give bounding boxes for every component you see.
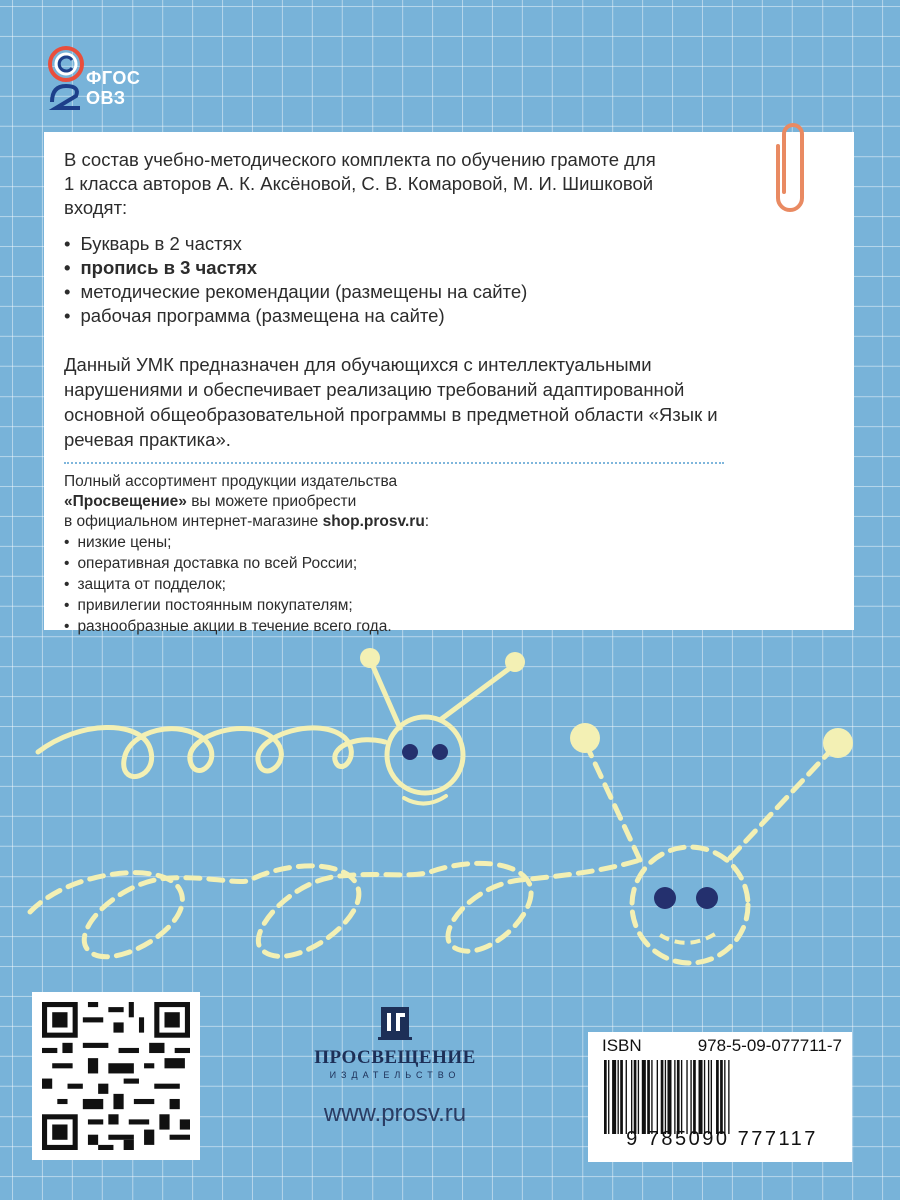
shop-url-link[interactable]: shop.prosv.ru	[322, 513, 425, 530]
publisher-url[interactable]: www.prosv.ru	[323, 1100, 467, 1127]
qr-code-icon	[42, 1002, 190, 1150]
kit-item: • Букварь в 2 частях	[64, 232, 854, 256]
advantage-item: • низкие цены;	[64, 532, 854, 553]
shop-text	[64, 472, 854, 532]
fgos-ovz-logo	[46, 42, 196, 122]
caterpillar-illustration	[0, 640, 900, 980]
shop-line-1: Полный ассортимент продукции издательства	[64, 473, 398, 490]
barcode-bars-icon	[602, 1060, 842, 1134]
publisher-book-icon	[378, 1005, 412, 1043]
kit-item: • рабочая программа (размещена на сайте)	[64, 304, 854, 328]
separator	[64, 462, 724, 464]
shop-publisher: «Просвещение»	[64, 493, 187, 510]
isbn-number: 978-5-09-077711-7	[697, 1036, 842, 1055]
kit-list	[64, 232, 854, 328]
advantage-item: • разнообразные акции в течение всего года.	[64, 616, 854, 637]
logo-line-1: ФГОС	[86, 68, 141, 88]
paperclip-icon	[770, 118, 810, 214]
shop-line-3: в официальном интернет-магазине	[64, 513, 323, 530]
qr-code	[32, 992, 200, 1160]
logo-line-2: ОВЗ	[86, 88, 126, 108]
fgos-emblem-icon	[46, 42, 86, 112]
advantage-item: • защита от подделок;	[64, 574, 854, 595]
publisher-subtitle: ИЗДАТЕЛЬСТВО	[329, 1070, 461, 1080]
barcode-digits: 9 785090 777117	[626, 1128, 818, 1150]
kit-item: • методические рекомендации (размещены на сайте)	[64, 280, 854, 304]
shop-line-2: вы можете приобрести	[186, 493, 357, 510]
intro-text: В состав учебно-методического комплекта по обучению грамоте для 1 класса авторов А. К. Аксёновой, С. В. Комаровой, М. И. Шишковой входят:	[64, 149, 656, 218]
advantages-list	[64, 532, 854, 637]
shop-colon: :	[424, 513, 430, 530]
description-text: Данный УМК предназначен для обучающихся с интеллектуальными нарушениями и обеспечивает реализацию требований адаптированной основной общеобразовательной программы в предметной области «Язык и речевая практика».	[64, 354, 718, 450]
publisher-block	[290, 1005, 500, 1128]
advantage-item: • привилегии постоянным покупателям;	[64, 595, 854, 616]
info-panel	[44, 132, 854, 635]
advantage-item: • оперативная доставка по всей России;	[64, 553, 854, 574]
isbn-barcode	[588, 1032, 852, 1162]
isbn-label: ISBN	[602, 1036, 642, 1055]
publisher-name: ПРОСВЕЩЕНИЕ	[314, 1047, 476, 1068]
kit-item: • пропись в 3 частях	[64, 256, 854, 280]
